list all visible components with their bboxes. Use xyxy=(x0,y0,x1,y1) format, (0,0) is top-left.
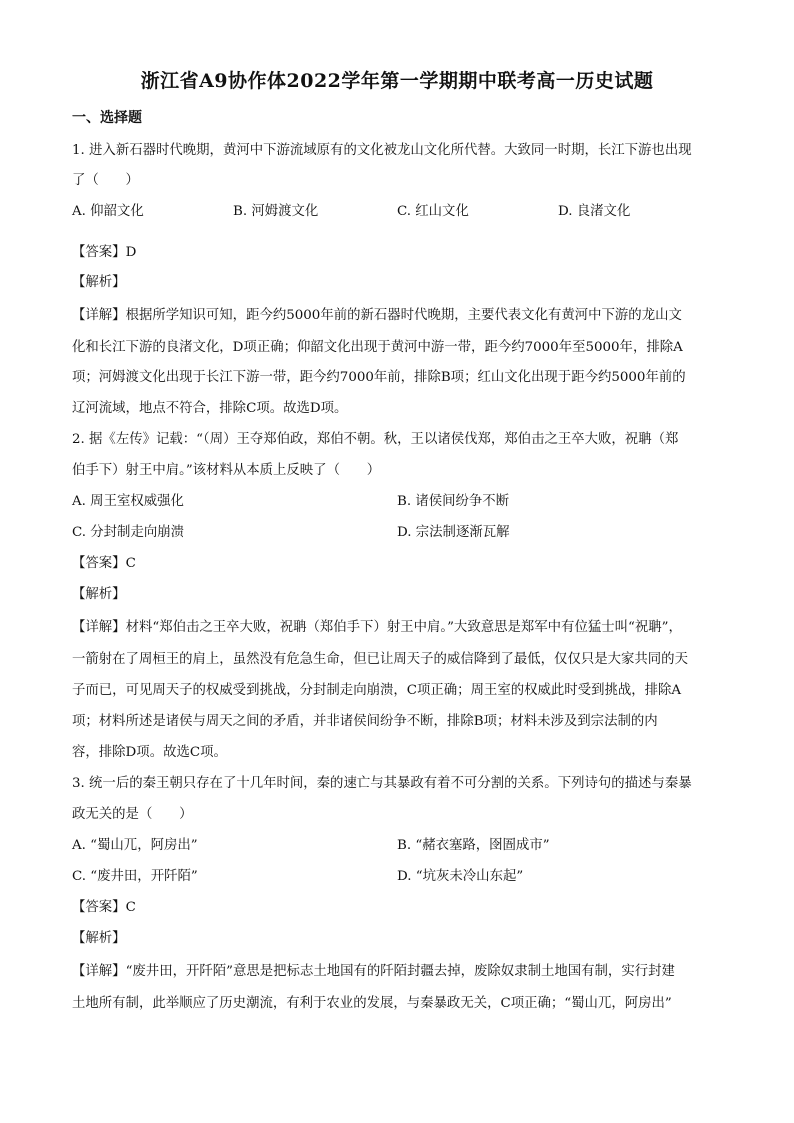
q3-stem-line2: 政无关的是（ ） xyxy=(72,807,193,822)
q1-answer xyxy=(72,243,732,263)
q2-detail-line4: 项；材料所述是诸侯与周天之间的矛盾，并非诸侯间纷争不断，排除B项；材料未涉及到宗法制的内 xyxy=(72,714,658,729)
q3-analysis-label: 【解析】 xyxy=(72,931,126,946)
answer-value: C xyxy=(125,556,136,571)
q3-detail-line2: 土地所有制，此举顺应了历史潮流，有利于农业的发展，与秦暴政无关，C项正确；“蜀山兀，阿房出” xyxy=(72,996,672,1011)
q2-option-a: A. 周王室权威强化 xyxy=(72,494,184,509)
q2-stem-line1: 2. 据《左传》记载：“（周）王夺郑伯政，郑伯不朝。秋，王以诸侯伐郑，郑伯击之王卒大败，祝聃（郑 xyxy=(72,432,679,447)
q3-detail-line1 xyxy=(72,962,732,982)
q2-option-b: B. 诸侯间纷争不断 xyxy=(397,494,510,509)
detail-label: 【详解】 xyxy=(72,964,126,979)
answer-label: 【答案】 xyxy=(72,245,126,260)
q1-option-c: C. 红山文化 xyxy=(397,204,469,219)
q3-option-b: B. “赭衣塞路，囹圄成市” xyxy=(397,838,550,853)
answer-label: 【答案】 xyxy=(72,556,126,571)
q1-option-d: D. 良渚文化 xyxy=(558,204,631,219)
q2-detail-line1 xyxy=(72,618,732,638)
section-heading: 一、选择题 xyxy=(72,110,142,126)
q2-option-d: D. 宗法制逐渐瓦解 xyxy=(397,525,510,540)
q3-option-c: C. “废井田，开阡陌” xyxy=(72,869,198,884)
q1-analysis-label: 【解析】 xyxy=(72,275,126,290)
detail-label: 【详解】 xyxy=(72,308,126,323)
q2-detail-line5: 容，排除D项。故选C项。 xyxy=(72,745,227,760)
q3-option-a: A. “蜀山兀，阿房出” xyxy=(72,838,198,853)
detail-text: 根据所学知识可知，距今约5000年前的新石器时代晚期，主要代表文化有黄河中下游的龙山文 xyxy=(125,308,682,323)
q1-stem-line1: 1. 进入新石器时代晚期，黄河中下游流域原有的文化被龙山文化所代替。大致同一时期，长江下游也出现 xyxy=(72,143,692,158)
page-title: 浙江省A9协作体2022学年第一学期期中联考高一历史试题 xyxy=(140,70,654,92)
q1-detail-line3: 项；河姆渡文化出现于长江下游一带，距今约7000年前，排除B项；红山文化出现于距今约5000年前的 xyxy=(72,370,686,385)
q1-option-b: B. 河姆渡文化 xyxy=(233,204,319,219)
q2-detail-line3: 子而已，可见周天子的权威受到挑战，分封制走向崩溃，C项正确；周王室的权威此时受到挑战，排除A xyxy=(72,683,682,698)
q3-stem-line1: 3. 统一后的秦王朝只存在了十几年时间，秦的速亡与其暴政有着不可分割的关系。下列诗句的描述与秦暴 xyxy=(72,776,692,791)
answer-value: D xyxy=(125,245,137,260)
answer-value: C xyxy=(125,900,136,915)
answer-label: 【答案】 xyxy=(72,900,126,915)
detail-text: “废井田，开阡陌”意思是把标志土地国有的阡陌封疆去掉，废除奴隶制土地国有制，实行封建 xyxy=(125,964,675,979)
q2-answer xyxy=(72,554,732,574)
q2-detail-line2: 一箭射在了周桓王的肩上，虽然没有危急生命，但已让周天子的威信降到了最低，仅仅只是大家共同的天 xyxy=(72,652,688,667)
q2-stem-line2: 伯手下）射王中肩。”该材料从本质上反映了（ ） xyxy=(72,463,381,478)
q3-answer xyxy=(72,898,732,918)
q1-option-a: A. 仰韶文化 xyxy=(72,204,144,219)
q1-detail-line4: 辽河流域，地点不符合，排除C项。故选D项。 xyxy=(72,401,348,416)
q2-option-c: C. 分封制走向崩溃 xyxy=(72,525,185,540)
detail-label: 【详解】 xyxy=(72,620,126,635)
detail-text: 材料“郑伯击之王卒大败，祝聃（郑伯手下）射王中肩。”大致意思是郑军中有位猛士叫“祝聃”， xyxy=(125,620,682,635)
q1-detail-line2: 化和长江下游的良渚文化，D项正确；仰韶文化出现于黄河中游一带，距今约7000年至5000年，排除A xyxy=(72,340,683,355)
q2-analysis-label: 【解析】 xyxy=(72,587,126,602)
q1-stem-line2: 了（ ） xyxy=(72,173,139,188)
q1-detail-line1 xyxy=(72,306,732,326)
q3-option-d: D. “坑灰未冷山东起” xyxy=(397,869,524,884)
